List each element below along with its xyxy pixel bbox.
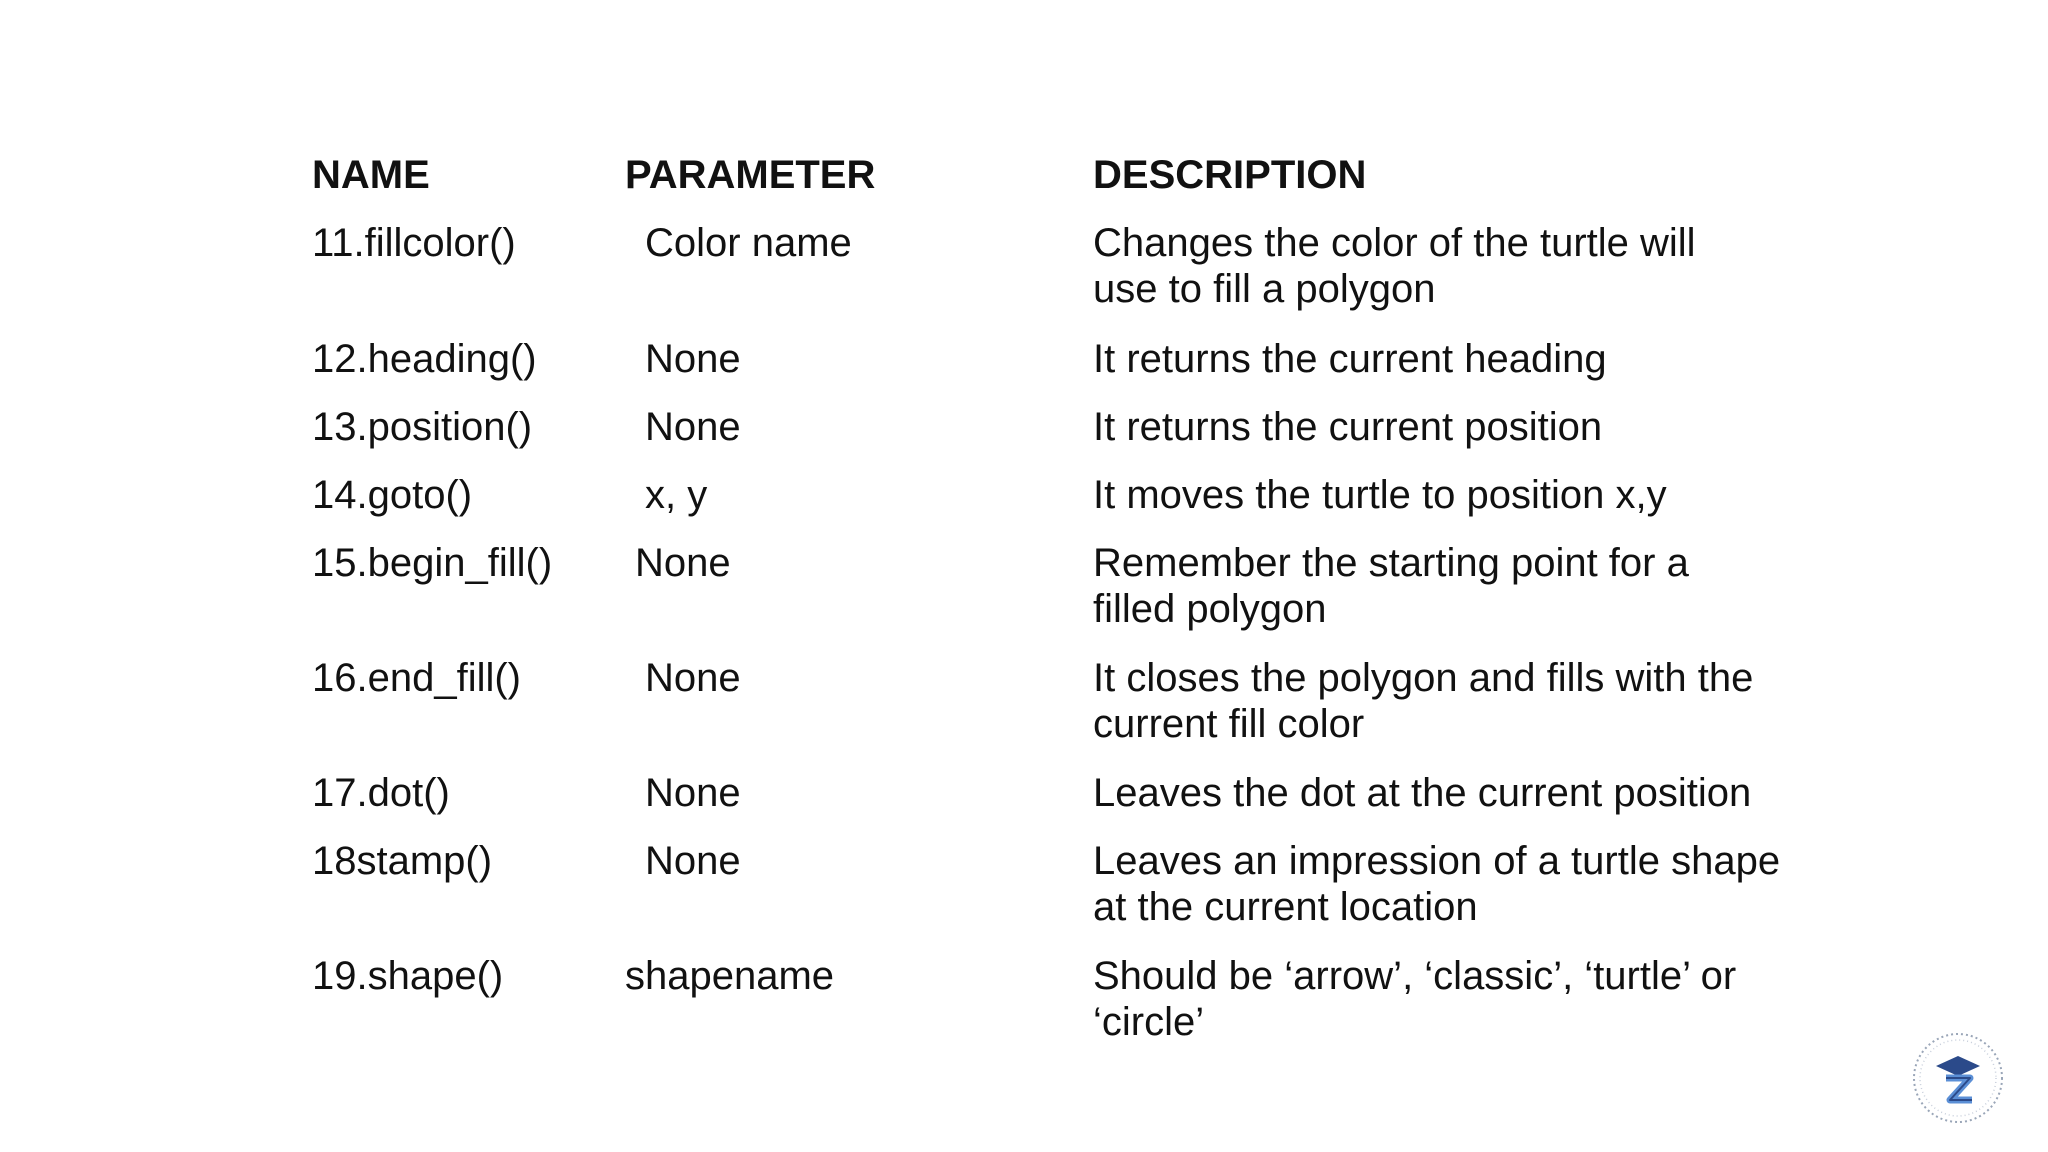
description-line: use to fill a polygon bbox=[1093, 267, 1436, 311]
function-name: 14.goto() bbox=[312, 473, 473, 517]
function-description bbox=[1093, 838, 1793, 930]
function-parameter: x, y bbox=[645, 473, 708, 517]
function-name: 11.fillcolor() bbox=[312, 221, 516, 265]
function-description bbox=[1093, 655, 1793, 747]
function-parameter: None bbox=[645, 656, 741, 700]
function-description bbox=[1093, 336, 1793, 382]
header-parameter: PARAMETER bbox=[625, 153, 876, 197]
function-parameter: None bbox=[645, 405, 741, 449]
function-description bbox=[1093, 220, 1793, 312]
description-line: It returns the current heading bbox=[1093, 337, 1607, 381]
function-name: 12.heading() bbox=[312, 337, 537, 381]
function-description bbox=[1093, 404, 1793, 450]
description-line: ‘circle’ bbox=[1093, 1000, 1205, 1044]
function-name: 15.begin_fill() bbox=[312, 541, 553, 585]
graduation-cap-z-logo-icon bbox=[1910, 1030, 2006, 1126]
function-description bbox=[1093, 472, 1793, 518]
function-name: 16.end_fill() bbox=[312, 656, 522, 700]
header-description: DESCRIPTION bbox=[1093, 153, 1367, 197]
function-parameter: None bbox=[645, 771, 741, 815]
function-description bbox=[1093, 770, 1793, 816]
description-line: Changes the color of the turtle will bbox=[1093, 221, 1696, 265]
function-parameter: shapename bbox=[625, 954, 835, 998]
function-parameter: None bbox=[645, 839, 741, 883]
description-line: It moves the turtle to position x,y bbox=[1093, 473, 1667, 517]
description-line: It closes the polygon and fills with the bbox=[1093, 656, 1754, 700]
function-name: 17.dot() bbox=[312, 771, 450, 815]
description-line: filled polygon bbox=[1093, 587, 1327, 631]
function-parameter: None bbox=[645, 337, 741, 381]
description-line: It returns the current position bbox=[1093, 405, 1603, 449]
description-line: Should be ‘arrow’, ‘classic’, ‘turtle’ or bbox=[1093, 954, 1737, 998]
description-line: at the current location bbox=[1093, 885, 1478, 929]
function-name: 18stamp() bbox=[312, 839, 493, 883]
description-line: Leaves an impression of a turtle shape bbox=[1093, 839, 1781, 883]
description-line: Leaves the dot at the current position bbox=[1093, 771, 1752, 815]
function-description bbox=[1093, 953, 1793, 1045]
description-line: Remember the starting point for a bbox=[1093, 541, 1689, 585]
function-description bbox=[1093, 540, 1793, 632]
function-name: 13.position() bbox=[312, 405, 533, 449]
header-name: NAME bbox=[312, 153, 430, 197]
function-parameter: Color name bbox=[645, 221, 852, 265]
function-name: 19.shape() bbox=[312, 954, 504, 998]
description-line: current fill color bbox=[1093, 702, 1365, 746]
function-parameter: None bbox=[635, 541, 731, 585]
